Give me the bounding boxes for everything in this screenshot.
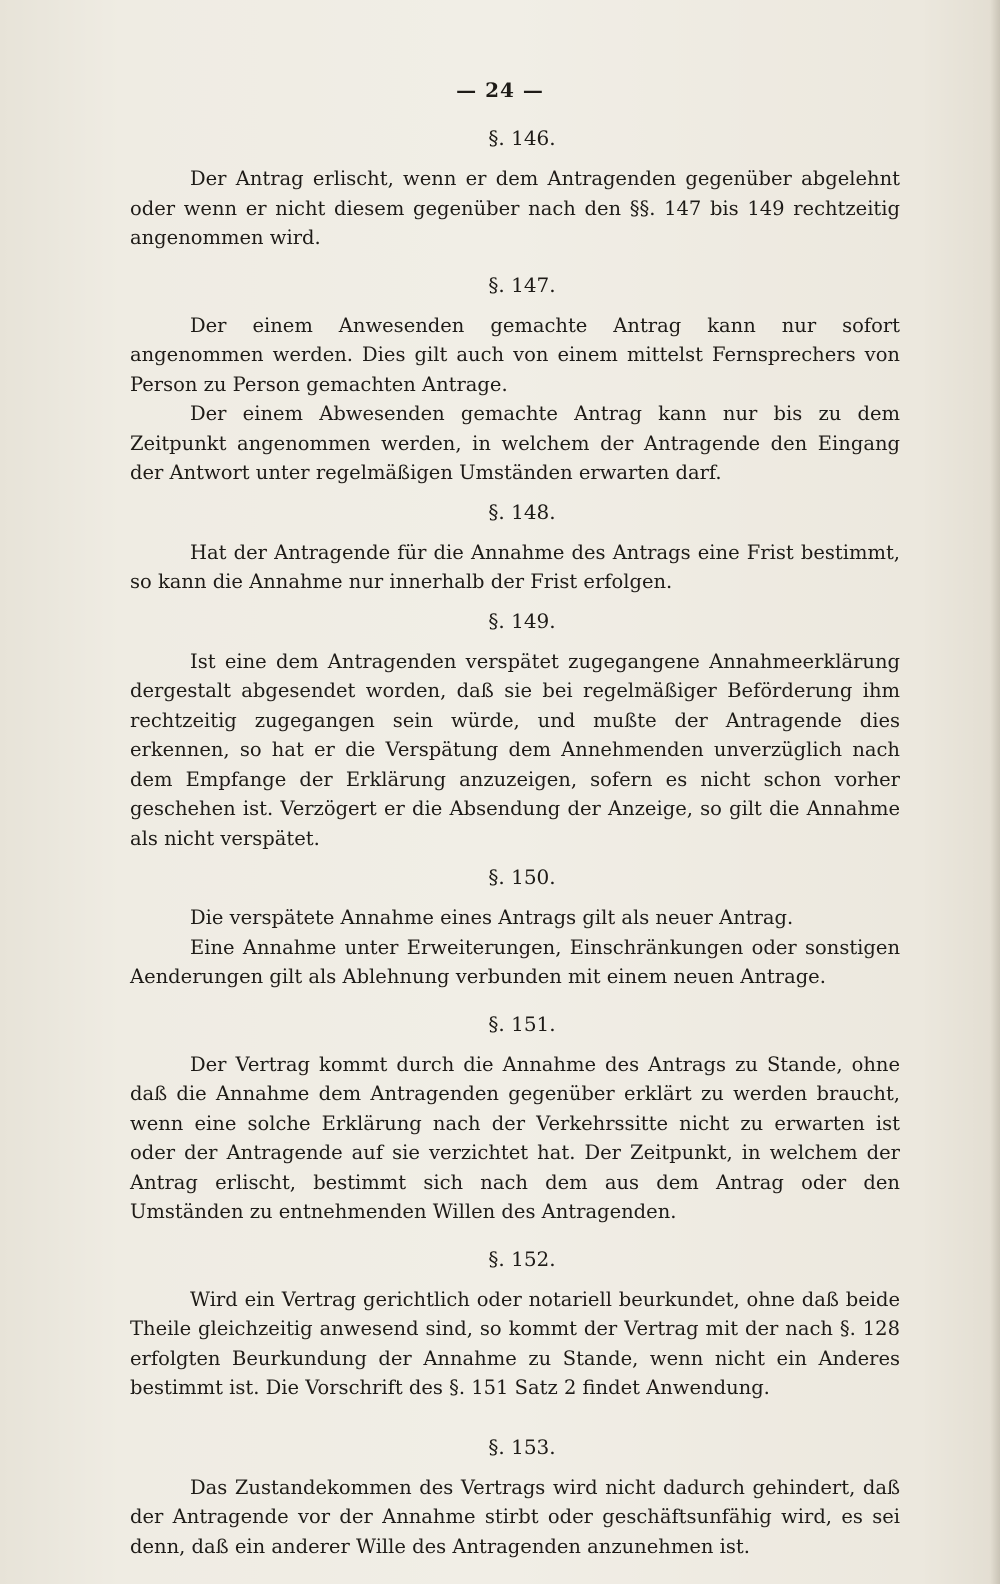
section-heading: §. 151. bbox=[488, 1011, 556, 1036]
section-152 bbox=[130, 1245, 900, 1403]
section-heading: §. 147. bbox=[488, 272, 556, 297]
paragraph: Der einem Abwesenden gemachte Antrag kann nur bis zu dem Zeitpunkt angenommen werden, in welchem der Antragende den Eingang der Antwort unter regelmäßigen Umständen erwarten darf. bbox=[130, 402, 900, 484]
section-149 bbox=[130, 607, 900, 854]
page-edge-shadow bbox=[990, 0, 1000, 1584]
paragraph: Hat der Antragende für die Annahme des Antrags eine Frist bestimmt, so kann die Annahme nur innerhalb der Frist erfolgen. bbox=[130, 540, 900, 593]
section-148 bbox=[130, 498, 900, 597]
section-153 bbox=[130, 1433, 900, 1562]
paragraph: Der Antrag erlischt, wenn er dem Antragenden gegenüber abgelehnt oder wenn er nicht diesem gegenüber nach den §§. 147 bis 149 rechtzeitig angenommen wird. bbox=[130, 167, 900, 249]
section-151 bbox=[130, 1010, 900, 1227]
section-heading: §. 149. bbox=[488, 608, 556, 633]
section-heading: §. 153. bbox=[488, 1434, 556, 1459]
section-heading: §. 146. bbox=[488, 126, 556, 150]
paragraph: Der Vertrag kommt durch die Annahme des Antrags zu Stande, ohne daß die Annahme dem Antragenden gegenüber erklärt zu werden braucht, wenn eine solche Erklärung nach der Verkehrssitte nicht zu erwarten ist oder der Antragende auf sie verzichtet hat. Der Zeitpunkt, in welchem der Antrag erlischt, bestimmt sich nach dem aus dem Antrag oder den Umständen zu entnehmenden Willen des Antragenden. bbox=[130, 1052, 900, 1223]
section-heading: §. 148. bbox=[488, 499, 556, 524]
section-heading: §. 150. bbox=[488, 865, 556, 889]
paragraph: Ist eine dem Antragenden verspätet zugegangene Annahmeerklärung dergestalt abgesendet worden, daß sie bei regelmäßiger Beförderung ihm rechtzeitig zugegangen sein würde, und mußte der Antragende dies erkennen, so hat er die Verspätung dem Annehmenden unverzüglich nach dem Empfange der Erklärung anzuzeigen, sofern es nicht schon vorher geschehen ist. Verzögert er die Absendung der Anzeige, so gilt die Annahme als nicht verspätet. bbox=[130, 649, 900, 850]
paragraph: Die verspätete Annahme eines Antrags gilt als neuer Antrag. bbox=[190, 906, 794, 929]
paragraph: Eine Annahme unter Erweiterungen, Einschränkungen oder sonstigen Aenderungen gilt als Ablehnung verbunden mit einem neuen Antrage. bbox=[130, 935, 900, 988]
paragraph: Der einem Anwesenden gemachte Antrag kann nur sofort angenommen werden. Dies gilt auch von einem mittelst Fernsprechers von Person zu Person gemachten Antrage. bbox=[130, 313, 900, 396]
section-heading: §. 152. bbox=[488, 1246, 556, 1271]
section-146 bbox=[130, 124, 900, 253]
page-number: — 24 — bbox=[456, 78, 544, 102]
paragraph: Das Zustandekommen des Vertrags wird nicht dadurch gehindert, daß der Antragende vor der Annahme stirbt oder geschäftsunfähig wird, es sei denn, daß ein anderer Wille des Antragenden anzunehmen ist. bbox=[130, 1475, 900, 1558]
paragraph: Wird ein Vertrag gerichtlich oder notariell beurkundet, ohne daß beide Theile gleichzeitig anwesend sind, so kommt der Vertrag mit der nach §. 128 erfolgten Beurkundung der Annahme zu Stande, wenn nicht ein Anderes bestimmt ist. Die Vorschrift des §. 151 Satz 2 findet Anwendung. bbox=[130, 1287, 900, 1399]
section-150 bbox=[130, 863, 900, 992]
section-147 bbox=[130, 271, 900, 488]
document-body bbox=[130, 124, 900, 1561]
